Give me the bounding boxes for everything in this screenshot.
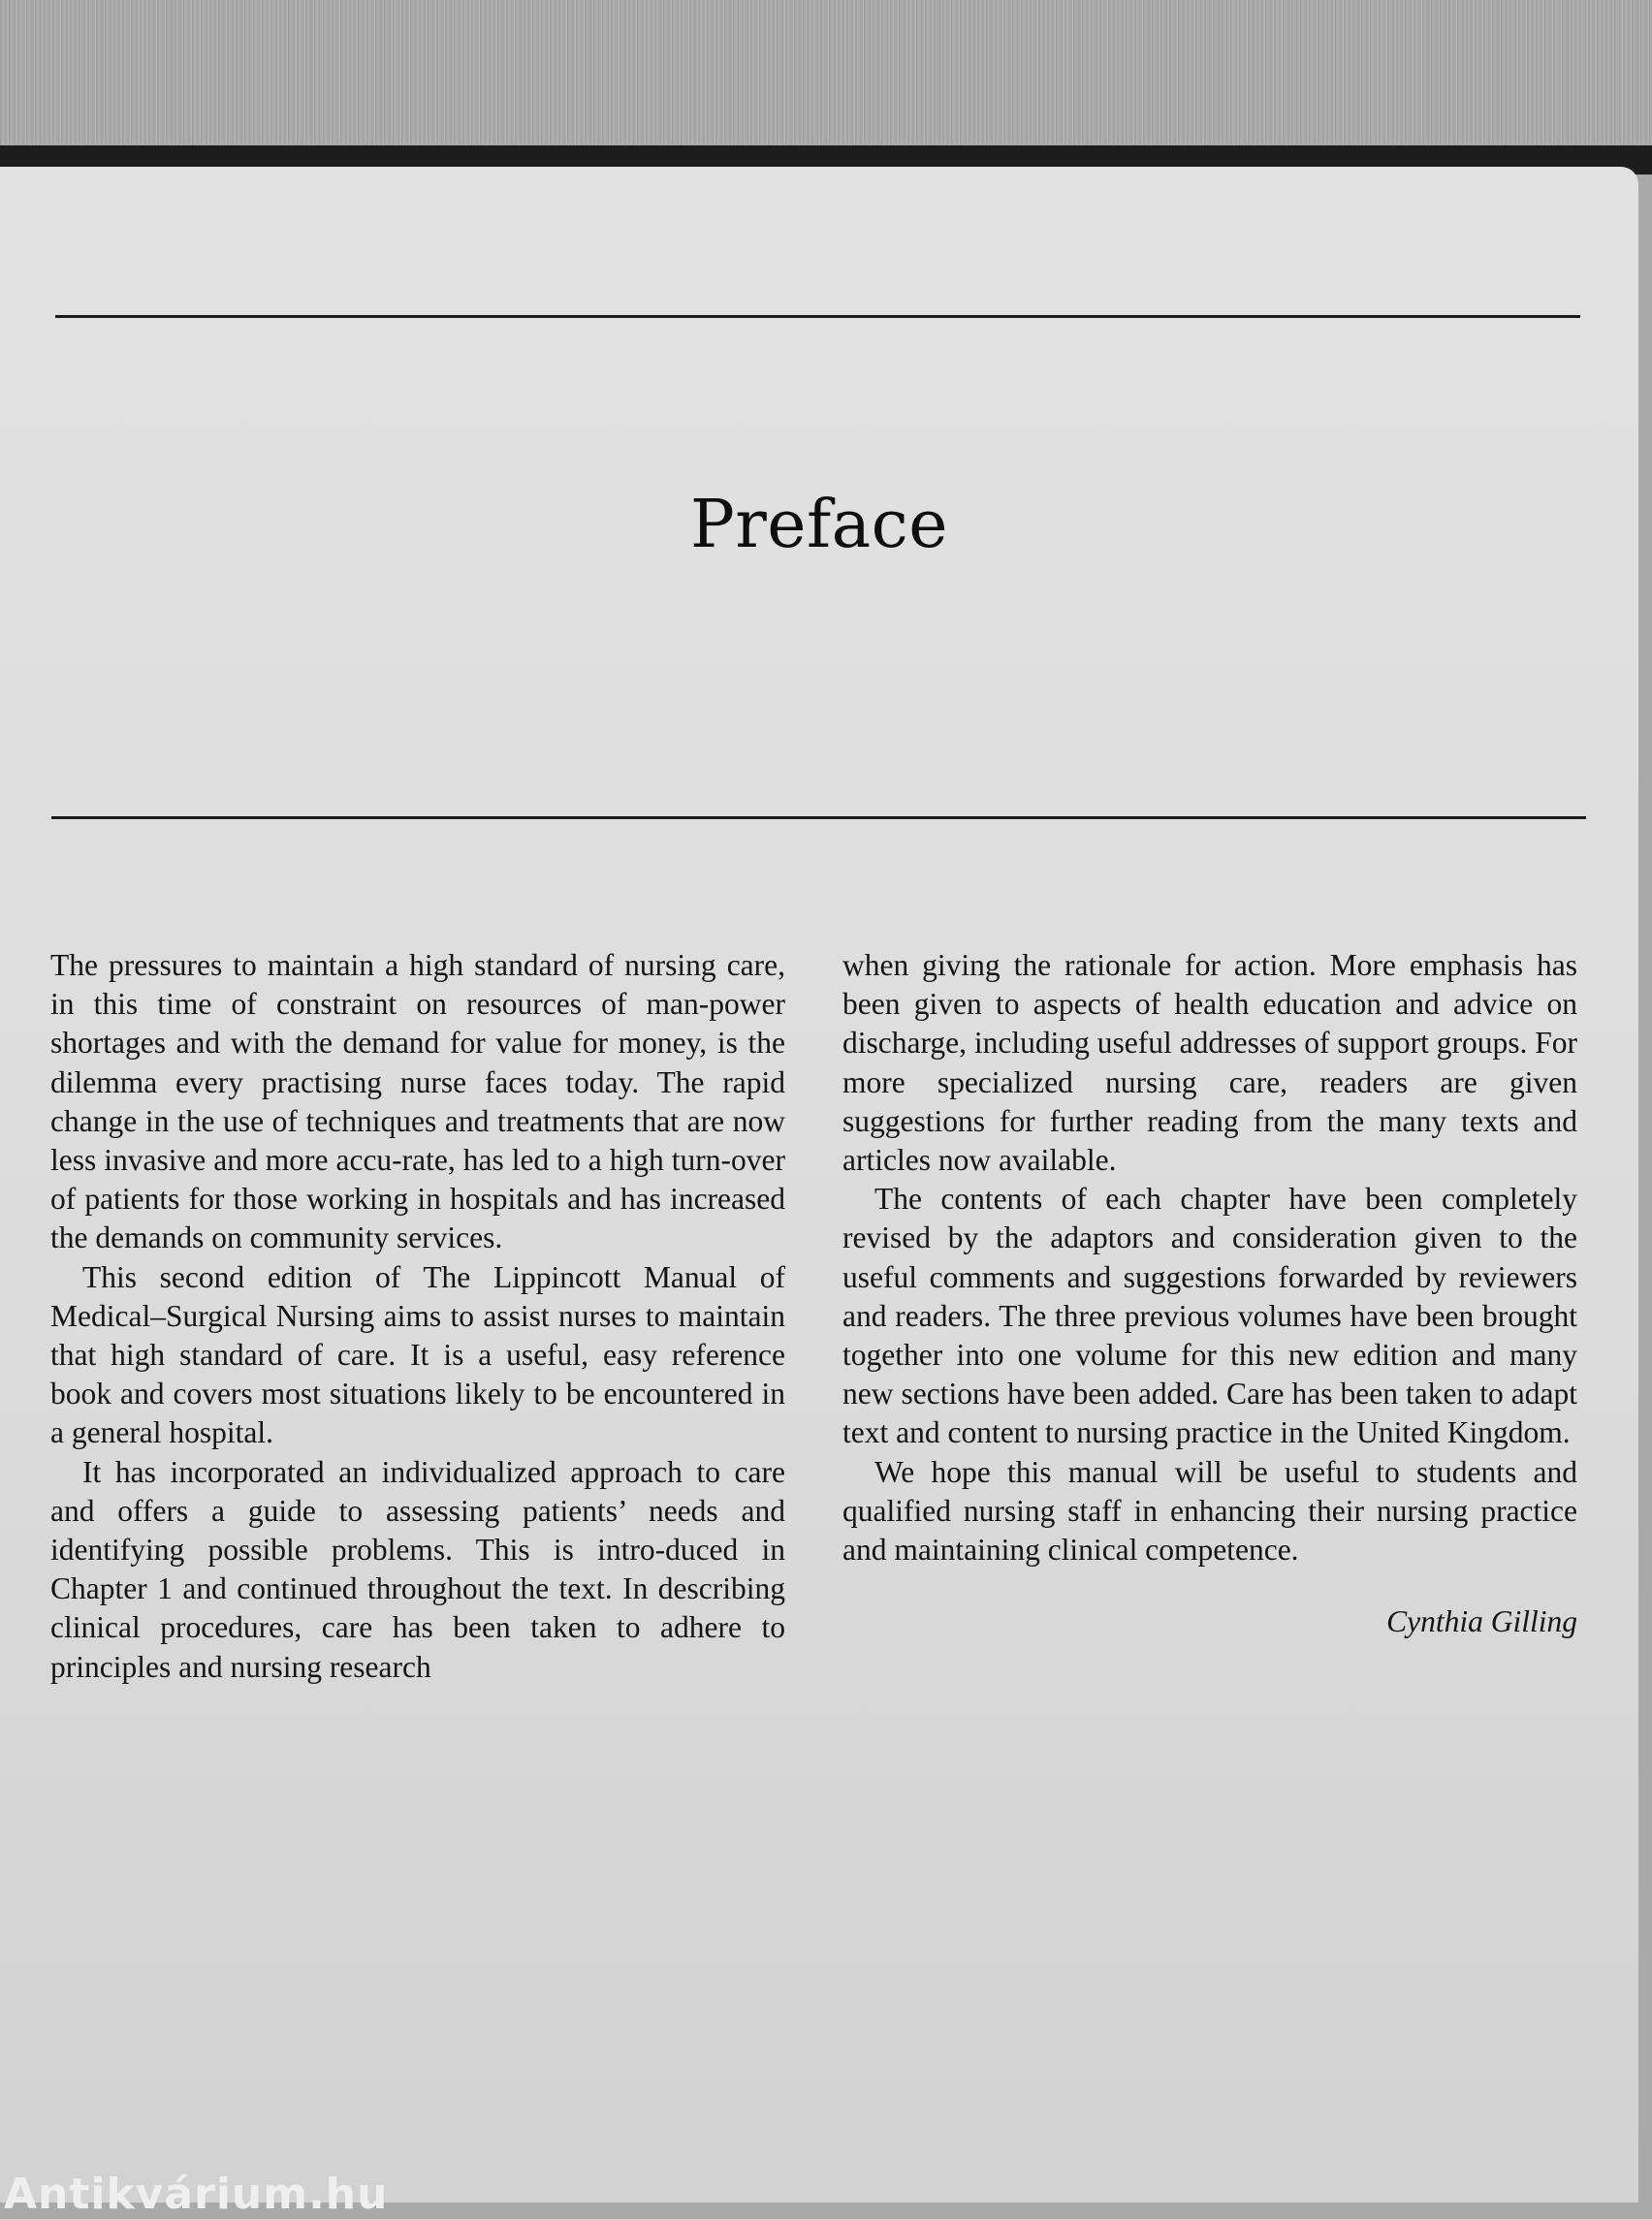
- paragraph: This second edition of The Lippincott Manual of Medical–Surgical Nursing aims to assist nurses to maintain that high standard of care. It is a useful, easy reference book and covers most situations likely to be encountered in a general hospital.: [50, 1259, 785, 1450]
- left-column: [50, 946, 785, 1687]
- book-page: [0, 167, 1638, 2203]
- paragraph: We hope this manual will be useful to students and qualified nursing staff in enhancing their nursing practice and maintaining clinical competence.: [842, 1454, 1577, 1568]
- title-bottom-rule: [51, 816, 1586, 819]
- paragraph: The contents of each chapter have been completely revised by the adaptors and consideration given to the useful comments and suggestions forwarded by reviewers and readers. The three previous volumes have been brought together into one volume for this new edition and many new sections have been added. Care has been taken to adapt text and content to nursing practice in the United Kingdom.: [842, 1182, 1577, 1450]
- paragraph: The pressures to maintain a high standard of nursing care, in this time of constraint on resources of man-power shortages and with the demand for value for money, is the dilemma every practising nurse faces today. The rapid change in the use of techniques and treatments that are now less invasive and more accu-rate, has led to a high turn-over of patients for those working in hospitals and has increased the demands on community services.: [50, 948, 785, 1255]
- page-title: Preface: [689, 487, 949, 563]
- paragraph: when giving the rationale for action. More emphasis has been given to aspects of health education and advice on discharge, including useful addresses of support groups. For more specialized nursing care, readers are given suggestions for further reading from the many texts and articles now available.: [842, 948, 1577, 1178]
- watermark: Antikvárium.hu: [4, 2170, 389, 2219]
- author-signature: Cynthia Gilling: [1386, 1604, 1577, 1639]
- right-column: [842, 946, 1577, 1641]
- paragraph: It has incorporated an individualized approach to care and offers a guide to assessing patients’ needs and identifying possible problems. This is intro-duced in Chapter 1 and continued throughout the text. In describing clinical procedures, care has been taken to adhere to principles and nursing research: [50, 1454, 785, 1684]
- table-surface: [0, 0, 1652, 165]
- top-rule: [55, 315, 1580, 318]
